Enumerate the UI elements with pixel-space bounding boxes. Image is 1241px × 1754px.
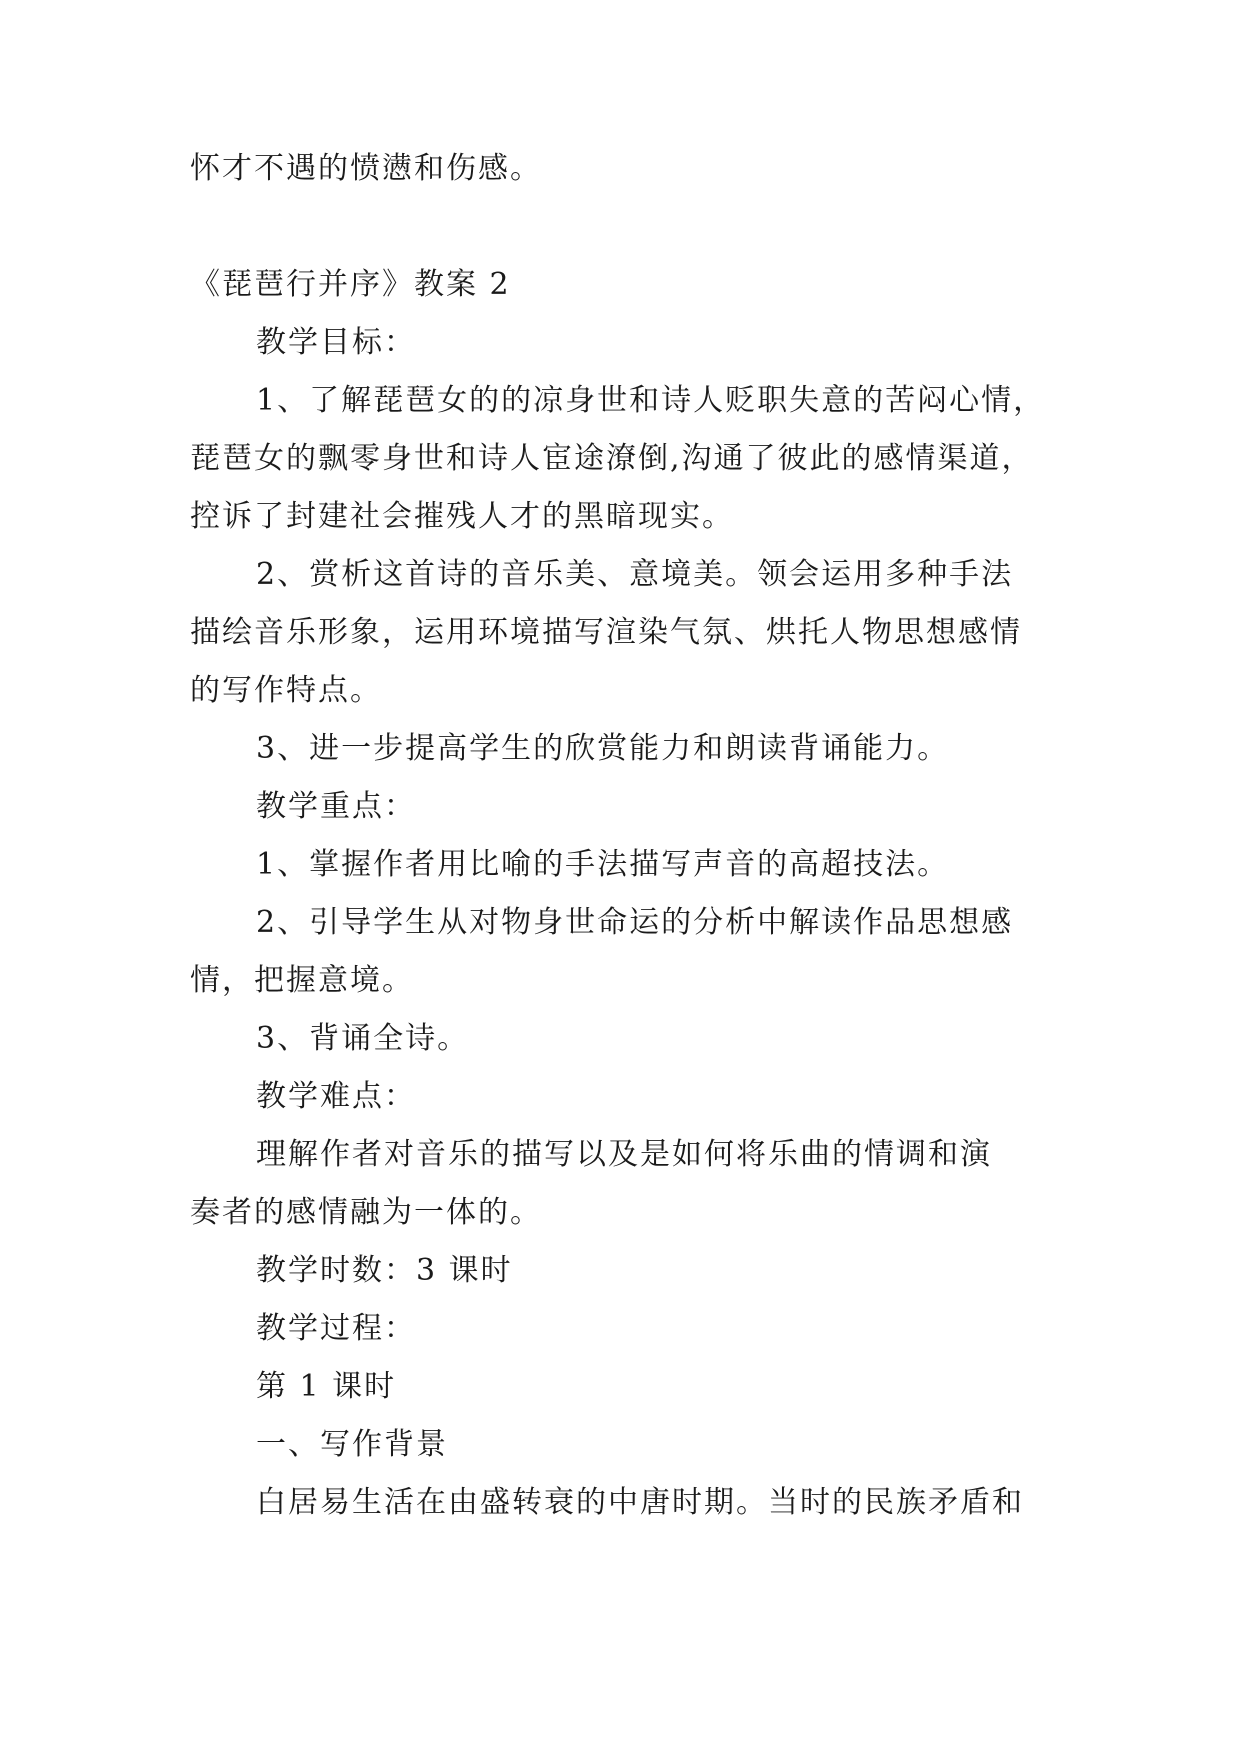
text-line: 第 1 课时 [256,1369,397,1404]
text-line: 《琵琶行并序》教案 2 [190,267,511,302]
text-line: 描绘音乐形象，运用环境描写渲染气氛、烘托人物思想感情 [190,615,1022,650]
text-line: 教学过程： [256,1311,416,1346]
text-line: 1、了解琵琶女的的凉身世和诗人贬职失意的苦闷心情， [256,383,1046,418]
text-line: 一、写作背景 [256,1427,448,1462]
text-line: 2、赏析这首诗的音乐美、意境美。领会运用多种手法 [256,557,1014,592]
text-line: 理解作者对音乐的描写以及是如何将乐曲的情调和演 [256,1137,992,1172]
text-line: 怀才不遇的愤懑和伤感。 [190,151,542,186]
text-line: 教学重点： [256,789,416,824]
text-line: 教学时数：3 课时 [256,1253,513,1288]
text-line: 情，把握意境。 [190,963,414,998]
text-line: 教学难点： [256,1079,416,1114]
text-line: 3、背诵全诗。 [256,1021,470,1056]
text-line: 1、掌握作者用比喻的手法描写声音的高超技法。 [256,847,950,882]
text-line: 白居易生活在由盛转衰的中唐时期。当时的民族矛盾和 [256,1485,1024,1520]
text-line: 3、进一步提高学生的欣赏能力和朗读背诵能力。 [256,731,950,766]
text-line: 的写作特点。 [190,673,382,708]
text-line: 琵琶女的飘零身世和诗人宦途潦倒,沟通了彼此的感情渠道， [190,441,1034,476]
text-line: 2、引导学生从对物身世命运的分析中解读作品思想感 [256,905,1014,940]
text-line: 奏者的感情融为一体的。 [190,1195,542,1230]
text-line: 教学目标： [256,325,416,360]
text-line: 控诉了封建社会摧残人才的黑暗现实。 [190,499,734,534]
